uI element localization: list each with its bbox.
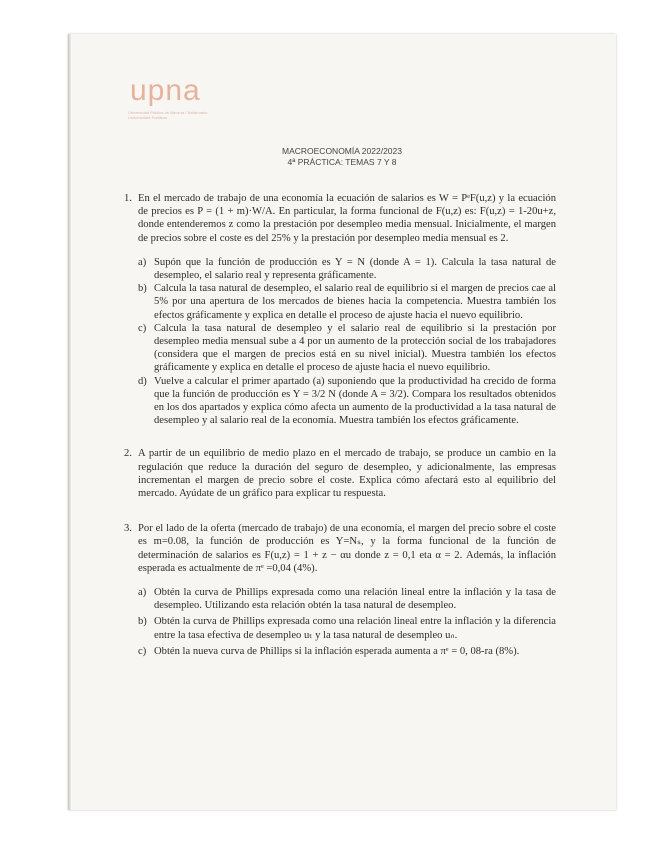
practice-title: 4ª PRÁCTICA: TEMAS 7 Y 8	[287, 157, 397, 167]
question-number: 3.	[124, 523, 132, 535]
question-item	[138, 615, 556, 641]
question-number: 1.	[124, 193, 132, 204]
item-text: Calcula la tasa natural de desempleo y el salario real de equilibrio si la prestación por desempleo media mensual sube a 4 por un aumento de la protección social de los trabajadores (considera que el margen de precios está en su nivel inicial). Muestra también los efectos gráficamente y explica en detalle el proceso de ajuste hacia el nuevo equilibrio.	[154, 322, 556, 374]
question-1	[124, 192, 556, 427]
question-item	[138, 586, 556, 612]
item-letter: c)	[138, 645, 147, 657]
item-letter: c)	[138, 322, 147, 334]
question-text: En el mercado de trabajo de una economía la ecuación de salarios es W = PᵉF(u,z) y la ecuación de precios es P = (1 + m)·W/A. En particular, la forma funcional de F(u,z) es: F(u,z) = 1-20u+z, donde entenderemos z como la prestación por desempleo media mensual. Inicialmente, el margen de precios sobre el coste es del 25% y la prestación por desempleo media mensual es 2.	[138, 193, 556, 244]
item-text: Obtén la nueva curva de Phillips si la inflación esperada aumenta a πᵉ = 0, 08-ra (8%).	[154, 645, 520, 657]
item-letter: d)	[138, 375, 147, 387]
question-item	[138, 322, 556, 375]
university-logo: upna	[130, 74, 201, 107]
document-page	[68, 34, 616, 810]
question-3	[124, 522, 556, 661]
question-text: Por el lado de la oferta (mercado de trabajo) de una economía, el margen del precio sobre el coste es m=0.08, la función de producción es Y=Nₛ, y la forma funcional de la función de determinación de salarios es F(u,z) = 1 + z − αu donde z = 0,1 eta α = 2. Además, la inflación esperada es actualmente de πᵉ =0,04 (4%).	[138, 523, 556, 574]
item-letter: a)	[138, 587, 147, 599]
question-2	[124, 447, 556, 500]
question-item	[138, 256, 556, 282]
question-text: A partir de un equilibrio de medio plazo en el mercado de trabajo, se produce un cambio en la regulación que reduce la duración del seguro de desempleo, y adicionalmente, las empresas incrementan el margen de precio sobre el coste. Explica cómo afectará esto al equilibrio del mercado. Ayúdate de un gráfico para explicar tu respuesta.	[138, 448, 556, 500]
item-letter: a)	[138, 256, 147, 268]
question-item	[138, 375, 556, 428]
course-title: MACROECONOMÍA 2022/2023	[282, 146, 402, 156]
question-item	[138, 645, 556, 658]
university-logo-subtext: Universidad Pública de Navarra / Nafarroako Unibertsitate Publikoa	[128, 110, 208, 120]
item-letter: b)	[138, 616, 147, 628]
item-letter: b)	[138, 283, 147, 295]
question-number: 2.	[124, 448, 132, 460]
item-text: Obtén la curva de Phillips expresada como una relación lineal entre la inflación y la tasa de desempleo. Utilizando esta relación obtén la tasa natural de desempleo.	[154, 587, 556, 612]
item-text: Vuelve a calcular el primer apartado (a) suponiendo que la productividad ha crecido de forma que la función de producción es Y = 3/2 N (donde A = 3/2). Compara los resultados obtenidos en los dos apartados y explica cómo afecta un aumento de la productividad a la tasa natural de desempleo y al salario real de la economía. Muestra también los efectos gráficamente.	[154, 375, 556, 427]
item-text: Obtén la curva de Phillips expresada como una relación lineal entre la inflación y la diferencia entre la tasa efectiva de desempleo uₜ y la tasa natural de desempleo uₙ.	[154, 616, 556, 641]
item-text: Supón que la función de producción es Y = N (donde A = 1). Calcula la tasa natural de desempleo, el salario real y representa gráficamente.	[154, 256, 556, 282]
document-header	[68, 146, 616, 168]
questions-list	[124, 192, 556, 683]
question-item	[138, 282, 556, 322]
item-text: Calcula la tasa natural de desempleo, el salario real de equilibrio si el margen de precios cae al 5% por una apertura de los mercados de bienes hacia la competencia. Muestra también los efectos gráficamente y explica en detalle el proceso de ajuste hacia el nuevo equilibrio.	[154, 283, 556, 321]
